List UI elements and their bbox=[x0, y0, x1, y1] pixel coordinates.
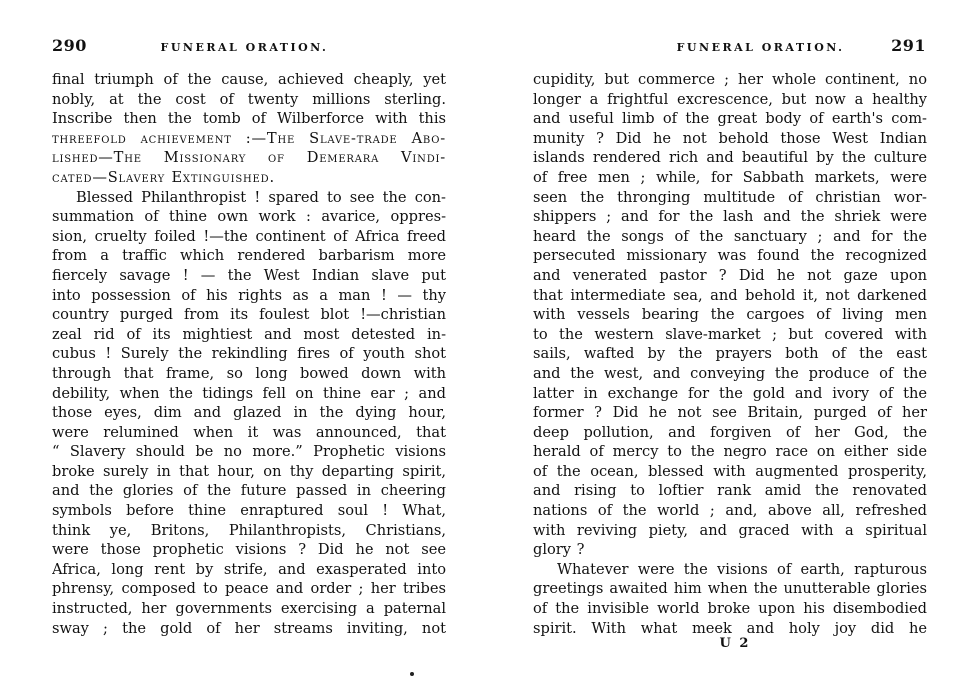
text-line: nations of the world ; and, above all, refreshed bbox=[533, 502, 927, 520]
text-line: latter in exchange for the gold and ivory of the bbox=[533, 384, 927, 402]
text-line: were those prophetic visions ? Did he not see bbox=[52, 541, 446, 559]
text-line: Africa, long rent by strife, and exasperated into bbox=[52, 560, 446, 578]
text-line: instructed, her governments exercising a paternal bbox=[52, 600, 446, 618]
text-line: and the west, and conveying the produce of the bbox=[533, 364, 927, 382]
text-line: deep pollution, and forgiven of her God, the bbox=[533, 423, 927, 441]
text-line: “ Slavery should be no more.” Prophetic visions bbox=[52, 443, 446, 461]
text-line: country purged from its foulest blot !—christian bbox=[52, 306, 446, 324]
text-line: of free men ; while, for Sabbath markets, were bbox=[533, 168, 927, 186]
text-line: debility, when the tidings fell on thine ear ; and bbox=[52, 384, 446, 402]
right-page-number: 291 bbox=[891, 36, 926, 55]
text-line: summation of thine own work : avarice, oppres- bbox=[52, 208, 446, 226]
text-line: Inscribe then the tomb of Wilberforce with this bbox=[52, 110, 446, 128]
text-line: persecuted missionary was found the recognized bbox=[533, 247, 927, 265]
text-line: to the western slave-market ; but covered with bbox=[533, 325, 927, 343]
text-line: with vessels bearing the cargoes of living men bbox=[533, 306, 927, 324]
text-line: greetings awaited him when the unutterable glories bbox=[533, 580, 927, 598]
text-line: threefold achievement :—The Slave-trade Abo- bbox=[52, 129, 446, 147]
text-line: with reviving piety, and graced with a spiritual bbox=[533, 521, 927, 539]
left-running-head bbox=[52, 36, 442, 62]
text-line: of the ocean, blessed with augmented prosperity, bbox=[533, 462, 927, 480]
text-line: phrensy, composed to peace and order ; her tribes bbox=[52, 580, 446, 598]
text-line: cated—Slavery Extinguished. bbox=[52, 168, 275, 186]
text-line: and the glories of the future passed in cheering bbox=[52, 482, 446, 500]
text-line: seen the thronging multitude of christian wor- bbox=[533, 188, 927, 206]
text-line: of the invisible world broke upon his disembodied bbox=[533, 600, 927, 618]
text-line: cubus ! Surely the rekindling fires of youth shot bbox=[52, 345, 446, 363]
text-line: into possession of his rights as a man ! — thy bbox=[52, 286, 446, 304]
left-running-title: FUNERAL ORATION. bbox=[160, 41, 329, 54]
text-line: that intermediate sea, and behold it, not darkened bbox=[533, 286, 927, 304]
ink-speck bbox=[410, 672, 414, 676]
text-line: munity ? Did he not behold those West Indian bbox=[533, 129, 927, 147]
text-line: cupidity, but commerce ; her whole continent, no bbox=[533, 71, 927, 88]
text-line: final triumph of the cause, achieved cheaply, yet bbox=[52, 71, 446, 88]
right-running-title: FUNERAL ORATION. bbox=[676, 41, 845, 54]
text-line: spirit. With what meek and holy joy did he bbox=[533, 619, 927, 637]
text-line: from a traffic which rendered barbarism more bbox=[52, 247, 446, 265]
text-line: sway ; the gold of her streams inviting, not bbox=[52, 619, 446, 637]
text-line: think ye, Britons, Philanthropists, Christians, bbox=[52, 521, 446, 539]
text-line: symbols before thine enraptured soul ! What, bbox=[52, 502, 446, 520]
text-line: broke surely in that hour, on thy departing spirit, bbox=[52, 462, 446, 480]
text-line: nobly, at the cost of twenty millions sterling. bbox=[52, 90, 446, 108]
right-running-head bbox=[530, 36, 926, 62]
text-line: sion, cruelty foiled !—the continent of Africa freed bbox=[52, 227, 446, 245]
left-body-text bbox=[52, 70, 446, 638]
text-line: Whatever were the visions of earth, rapturous bbox=[557, 560, 927, 578]
signature-mark: U 2 bbox=[719, 636, 751, 651]
text-line: and useful limb of the great body of earth's com- bbox=[533, 110, 927, 128]
right-body-text bbox=[533, 70, 927, 638]
text-line: heard the songs of the sanctuary ; and for the bbox=[533, 227, 927, 245]
text-line: glory ? bbox=[533, 541, 585, 559]
text-line: and venerated pastor ? Did he not gaze upon bbox=[533, 266, 927, 284]
text-line: were relumined when it was announced, that bbox=[52, 423, 446, 441]
text-line: herald of mercy to the negro race on either side bbox=[533, 443, 927, 461]
text-line: Blessed Philanthropist ! spared to see the con- bbox=[76, 188, 446, 206]
text-line: longer a frightful excrescence, but now a healthy bbox=[533, 90, 927, 108]
text-line: and rising to loftier rank amid the renovated bbox=[533, 482, 927, 500]
text-line: fiercely savage ! — the West Indian slave put bbox=[52, 266, 446, 284]
text-line: through that frame, so long bowed down with bbox=[52, 364, 446, 382]
text-line: sails, wafted by the prayers both of the east bbox=[533, 345, 927, 363]
text-line: islands rendered rich and beautiful by the culture bbox=[533, 149, 927, 167]
left-page-number: 290 bbox=[52, 36, 87, 55]
text-line: shippers ; and for the lash and the shriek were bbox=[533, 208, 927, 226]
text-line: former ? Did he not see Britain, purged of her bbox=[533, 404, 927, 422]
text-line: lished—The Missionary of Demerara Vindi- bbox=[52, 149, 446, 167]
right-page bbox=[490, 0, 980, 684]
text-line: zeal rid of its mightiest and most detested in- bbox=[52, 325, 446, 343]
text-line: those eyes, dim and glazed in the dying hour, bbox=[52, 404, 446, 422]
